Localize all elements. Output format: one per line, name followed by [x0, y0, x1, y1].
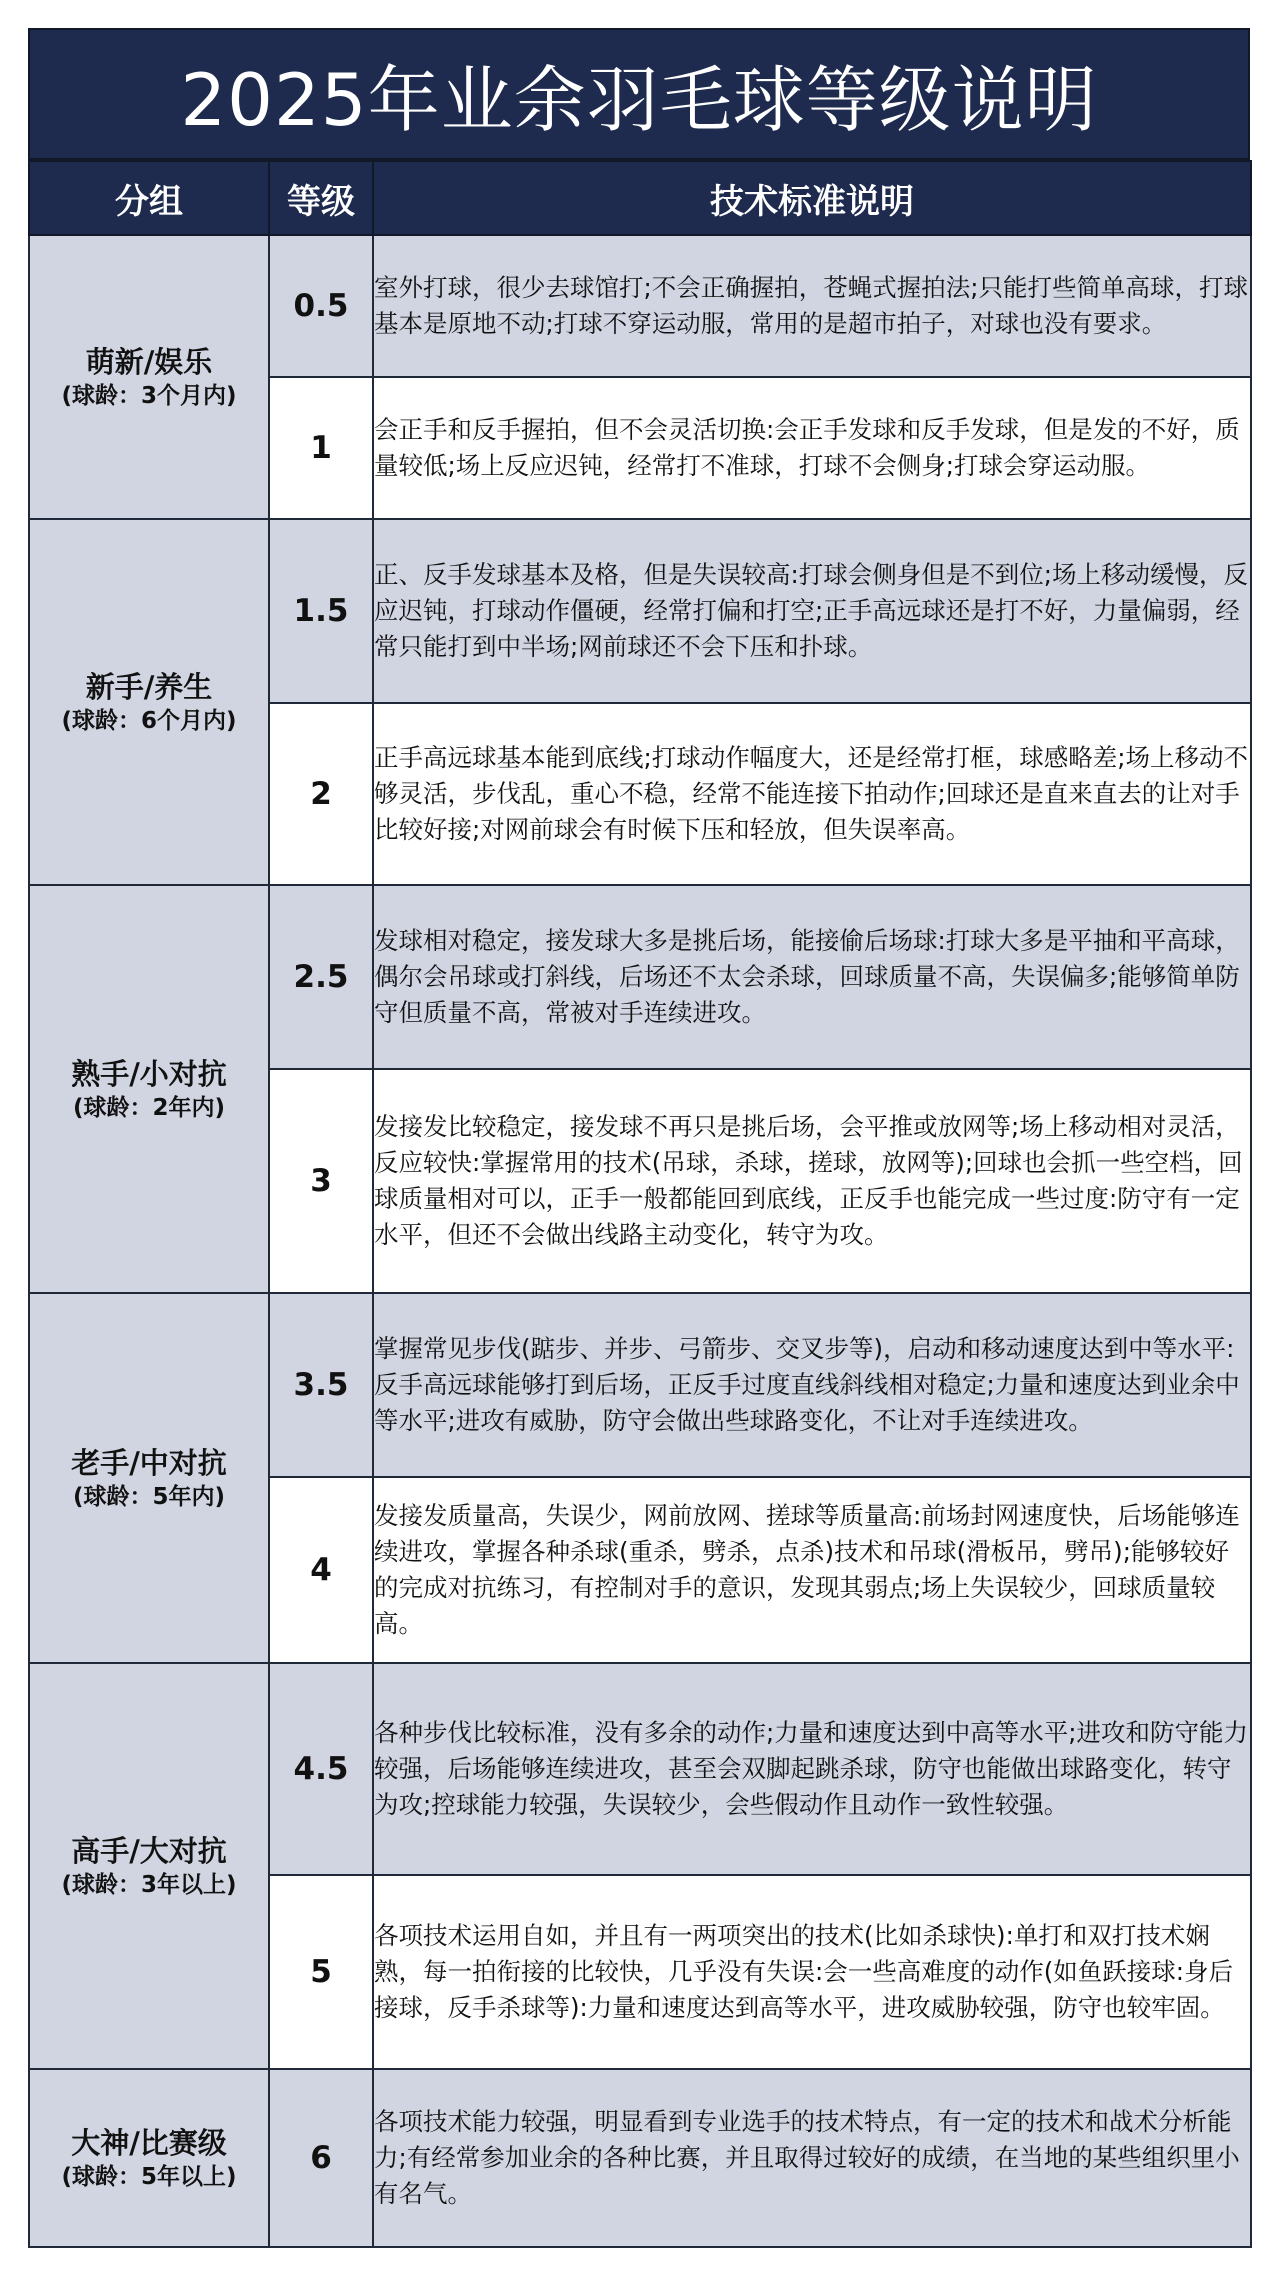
table-row: [29, 235, 1251, 377]
group-cell: [29, 1293, 269, 1663]
level-value: 4: [269, 1477, 373, 1663]
group-name: 老手/中对抗: [71, 1446, 227, 1480]
header-description: 技术标准说明: [373, 161, 1251, 235]
level-description: 会正手和反手握拍，但不会灵活切换:会正手发球和反手发球，但是发的不好，质量较低;场上反应迟钝，经常打不准球，打球不会侧身;打球会穿运动服。: [373, 377, 1251, 519]
group-cell: [29, 885, 269, 1293]
group-name: 高手/大对抗: [71, 1834, 227, 1868]
table-row: [29, 1663, 1251, 1875]
header-group: 分组: [29, 161, 269, 235]
group-cell: [29, 2069, 269, 2247]
level-value: 1.5: [269, 519, 373, 703]
level-value: 3: [269, 1069, 373, 1293]
group-cell: [29, 1663, 269, 2069]
level-description: 正、反手发球基本及格，但是失误较高:打球会侧身但是不到位;场上移动缓慢，反应迟钝，打球动作僵硬，经常打偏和打空;正手高远球还是打不好，力量偏弱，经常只能打到中半场;网前球还不会下压和扑球。: [373, 519, 1251, 703]
header-level: 等级: [269, 161, 373, 235]
level-description: 掌握常见步伐(踮步、并步、弓箭步、交叉步等)，启动和移动速度达到中等水平:反手高远球能够打到后场，正反手过度直线斜线相对稳定;力量和速度达到业余中等水平;进攻有威胁，防守会做出些球路变化，不让对手连续进攻。: [373, 1293, 1251, 1477]
level-description: 正手高远球基本能到底线;打球动作幅度大，还是经常打框，球感略差;场上移动不够灵活，步伐乱，重心不稳，经常不能连接下拍动作;回球还是直来直去的让对手比较好接;对网前球会有时候下压和轻放，但失误率高。: [373, 703, 1251, 885]
level-value: 0.5: [269, 235, 373, 377]
level-description: 各项技术能力较强，明显看到专业选手的技术特点，有一定的技术和战术分析能力;有经常参加业余的各种比赛，并且取得过较好的成绩，在当地的某些组织里小有名气。: [373, 2069, 1251, 2247]
group-name: 大神/比赛级: [71, 2126, 227, 2160]
level-value: 4.5: [269, 1663, 373, 1875]
group-age: (球龄：6个月内): [61, 708, 237, 734]
page-title: 2025年业余羽毛球等级说明: [28, 28, 1250, 160]
level-value: 2.5: [269, 885, 373, 1069]
level-table: [28, 160, 1252, 2248]
level-description: 发球相对稳定，接发球大多是挑后场，能接偷后场球:打球大多是平抽和平高球，偶尔会吊球或打斜线，后场还不太会杀球，回球质量不高，失误偏多;能够简单防守但质量不高，常被对手连续进攻。: [373, 885, 1251, 1069]
table-row: [29, 885, 1251, 1069]
level-value: 5: [269, 1875, 373, 2069]
level-value: 1: [269, 377, 373, 519]
header-row: [29, 161, 1251, 235]
level-value: 6: [269, 2069, 373, 2247]
group-name: 新手/养生: [85, 670, 213, 704]
level-description: 各种步伐比较标准，没有多余的动作;力量和速度达到中高等水平;进攻和防守能力较强，后场能够连续进攻，甚至会双脚起跳杀球，防守也能做出球路变化，转守为攻;控球能力较强，失误较少，会些假动作且动作一致性较强。: [373, 1663, 1251, 1875]
group-age: (球龄：2年内): [72, 1095, 226, 1121]
group-name: 萌新/娱乐: [85, 345, 213, 379]
group-cell: [29, 519, 269, 885]
level-description: 发接发比较稳定，接发球不再只是挑后场，会平推或放网等;场上移动相对灵活，反应较快:掌握常用的技术(吊球，杀球，搓球，放网等);回球也会抓一些空档，回球质量相对可以，正手一般都能回到底线，正反手也能完成一些过度:防守有一定水平，但还不会做出线路主动变化，转守为攻。: [373, 1069, 1251, 1293]
level-description: 室外打球，很少去球馆打;不会正确握拍，苍蝇式握拍法;只能打些简单高球，打球基本是原地不动;打球不穿运动服，常用的是超市拍子，对球也没有要求。: [373, 235, 1251, 377]
table-row: [29, 1293, 1251, 1477]
level-description: 发接发质量高，失误少，网前放网、搓球等质量高:前场封网速度快，后场能够连续进攻，掌握各种杀球(重杀，劈杀，点杀)技术和吊球(滑板吊，劈吊);能够较好的完成对抗练习，有控制对手的意识，发现其弱点;场上失误较少，回球质量较高。: [373, 1477, 1251, 1663]
group-age: (球龄：5年以上): [61, 2164, 237, 2190]
table-row: [29, 519, 1251, 703]
level-description: 各项技术运用自如，并且有一两项突出的技术(比如杀球快):单打和双打技术娴熟，每一拍衔接的比较快，几乎没有失误:会一些高难度的动作(如鱼跃接球:身后接球，反手杀球等):力量和速度达到高等水平，进攻威胁较强，防守也较牢固。: [373, 1875, 1251, 2069]
table-row: [29, 2069, 1251, 2247]
group-cell: [29, 235, 269, 519]
level-value: 2: [269, 703, 373, 885]
level-sheet: [28, 28, 1250, 2248]
group-name: 熟手/小对抗: [71, 1057, 227, 1091]
group-age: (球龄：3年以上): [61, 1872, 237, 1898]
group-age: (球龄：3个月内): [61, 383, 237, 409]
level-value: 3.5: [269, 1293, 373, 1477]
group-age: (球龄：5年内): [72, 1484, 226, 1510]
